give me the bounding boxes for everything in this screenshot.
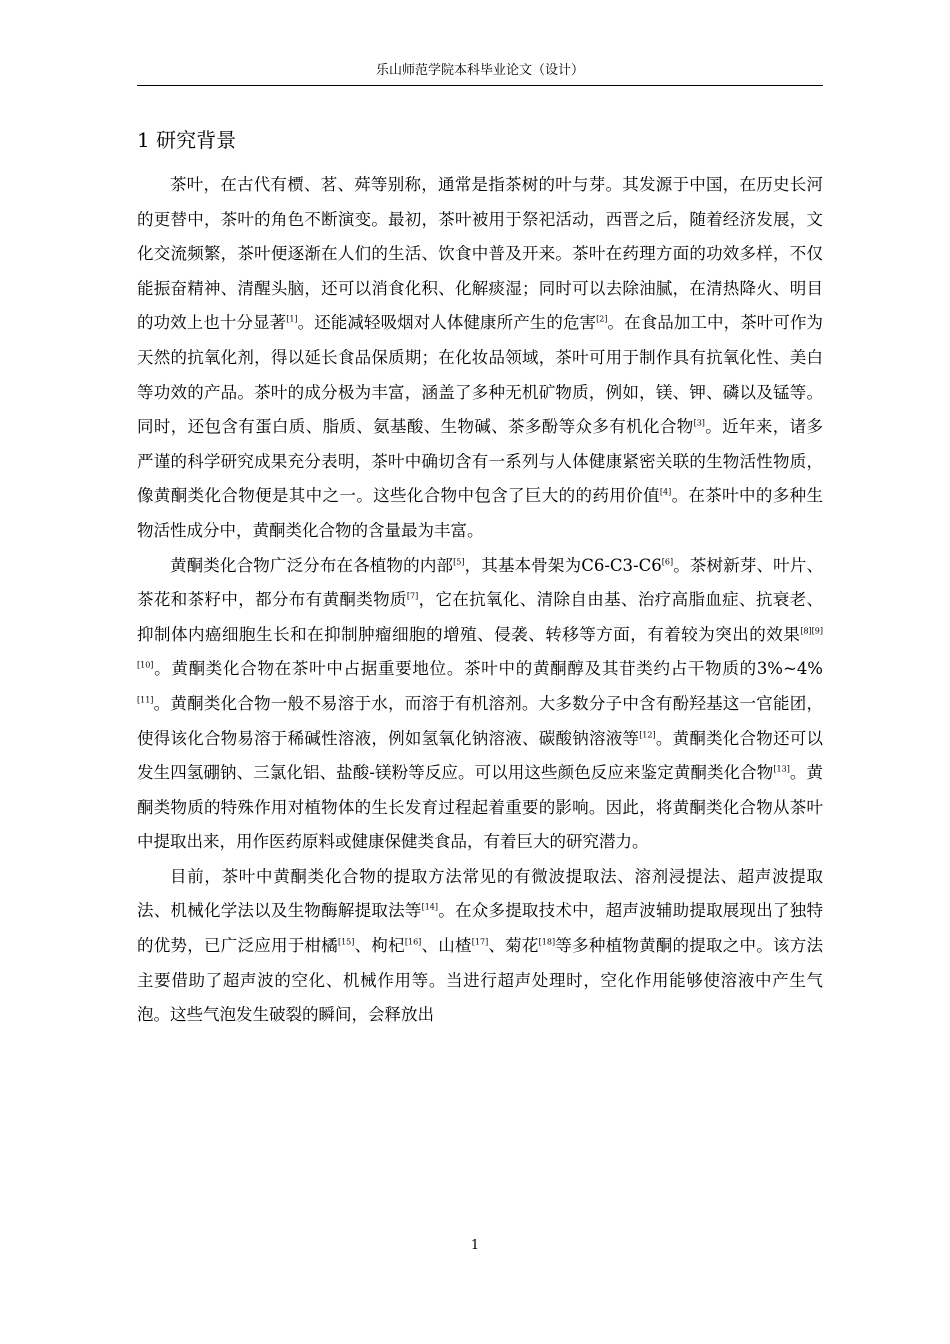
section-title: 1 研究背景 (137, 128, 237, 152)
text-run: 等多种植物黄酮的提取之中。该方法主要借助了超声波的空化、机械作用等。当进行超声处理时，空化作用能够使溶液中产生气泡。这些气泡发生破裂的瞬间，会释放出 (137, 936, 824, 1025)
text-run: 。茶树新芽、叶片、茶花和茶籽中，都分布有黄酮类物质 (137, 555, 823, 610)
text-run: 。还能减轻吸烟对人体健康所产生的危害 (297, 313, 597, 333)
citation-ref: [11] (137, 695, 154, 705)
text-run: ，它在抗氧化、清除自由基、治疗高脂血症、抗衰老、抑制体内癌细胞生长和在抑制肿瘤细胞的增殖、侵袭、转移等方面，有着较为突出的效果 (137, 590, 824, 644)
citation-ref: [1] (286, 314, 298, 324)
text-run: ，其基本骨架为C6-C3-C6 (464, 555, 662, 575)
citation-ref: [8][9][10] (137, 626, 823, 670)
citation-ref: [15] (337, 937, 355, 947)
text-run: 。黄酮类化合物一般不易溶于水，而溶于有机溶剂。大多数分子中含有酚羟基这一官能团，使得该化合物易溶于稀碱性溶液，例如氢氧化钠溶液、碳酸钠溶液等 (137, 693, 823, 748)
body-text (137, 168, 823, 1033)
citation-ref: [4] (659, 487, 672, 497)
text-run: 、山楂 (421, 936, 472, 956)
page-number: 1 (470, 1238, 480, 1253)
running-header: 乐山师范学院本科毕业论文（设计） (137, 60, 823, 86)
citation-ref: [6] (661, 557, 674, 567)
text-run: 。在众多提取技术中，超声波辅助提取展现出了独特的优势，已广泛应用于柑橘 (137, 901, 824, 956)
citation-ref: [14] (421, 902, 438, 912)
text-run: 、菊花 (488, 936, 539, 956)
citation-ref: [12] (639, 730, 656, 739)
citation-ref: [16] (404, 937, 422, 947)
citation-ref: [7] (406, 591, 419, 601)
paragraph-3 (137, 860, 823, 1033)
text-run: 。黄酮类化合物还可以发生四氢硼钠、三氯化铝、盐酸-镁粉等反应。可以用这些颜色反应来鉴定黄酮类化合物 (137, 728, 824, 783)
citation-ref: [17] (471, 937, 489, 947)
text-run: 、枸杞 (354, 936, 405, 956)
citation-ref: [3] (693, 418, 705, 428)
text-run: 茶叶，在古代有槚、茗、荈等别称，通常是指茶树的叶与芽。其发源于中国，在历史长河的更替中，茶叶的角色不断演变。最初，茶叶被用于祭祀活动，西晋之后，随着经济发展，文化交流频繁，茶叶便逐渐在人们的生活、饮食中普及开来。茶叶在药理方面的功效多样，不仅能振奋精神、清醒头脑，还可以消食化积、化解痰湿；同时可以去除油腻，在清热降火、明目的功效上也十分显著 (137, 175, 823, 333)
text-run: 。近年来，诸多严谨的科学研究成果充分表明，茶叶中确切含有一系列与人体健康紧密关联的生物活性物质，像黄酮类化合物便是其中之一。这些化合物中包含了巨大的的药用价值 (137, 417, 824, 506)
text-run: 。在食品加工中，茶叶可作为天然的抗氧化剂，得以延长食品保质期；在化妆品领域，茶叶可用于制作具有抗氧化性、美白等功效的产品。茶叶的成分极为丰富，涵盖了多种无机矿物质，例如，镁、钾、磷以及锰等。同时，还包含有蛋白质、脂质、氨基酸、生物碱、茶多酚等众多有机化合物 (137, 313, 824, 437)
citation-ref: [2] (596, 314, 608, 324)
text-run: 。黄酮类物质的特殊作用对植物体的生长发育过程起着重要的影响。因此，将黄酮类化合物从茶叶中提取出来，用作医药原料或健康保健类食品，有着巨大的研究潜力。 (137, 763, 824, 852)
citation-ref: [5] (453, 557, 465, 567)
text-run: 。黄酮类化合物在茶叶中占据重要地位。茶叶中的黄酮醇及其苷类约占干物质的3%~4% (153, 659, 823, 679)
text-run: 。在茶叶中的多种生物活性成分中，黄酮类化合物的含量最为丰富。 (137, 486, 824, 540)
text-run: 目前，茶叶中黄酮类化合物的提取方法常见的有微波提取法、溶剂浸提法、超声波提取法、机械化学法以及生物酶解提取法等 (137, 866, 823, 921)
citation-ref: [18] (538, 937, 556, 947)
paragraph-2 (137, 549, 823, 860)
paragraph-1 (137, 168, 823, 549)
citation-ref: [13] (773, 764, 790, 774)
text-run: 黄酮类化合物广泛分布在各植物的内部 (170, 555, 454, 575)
